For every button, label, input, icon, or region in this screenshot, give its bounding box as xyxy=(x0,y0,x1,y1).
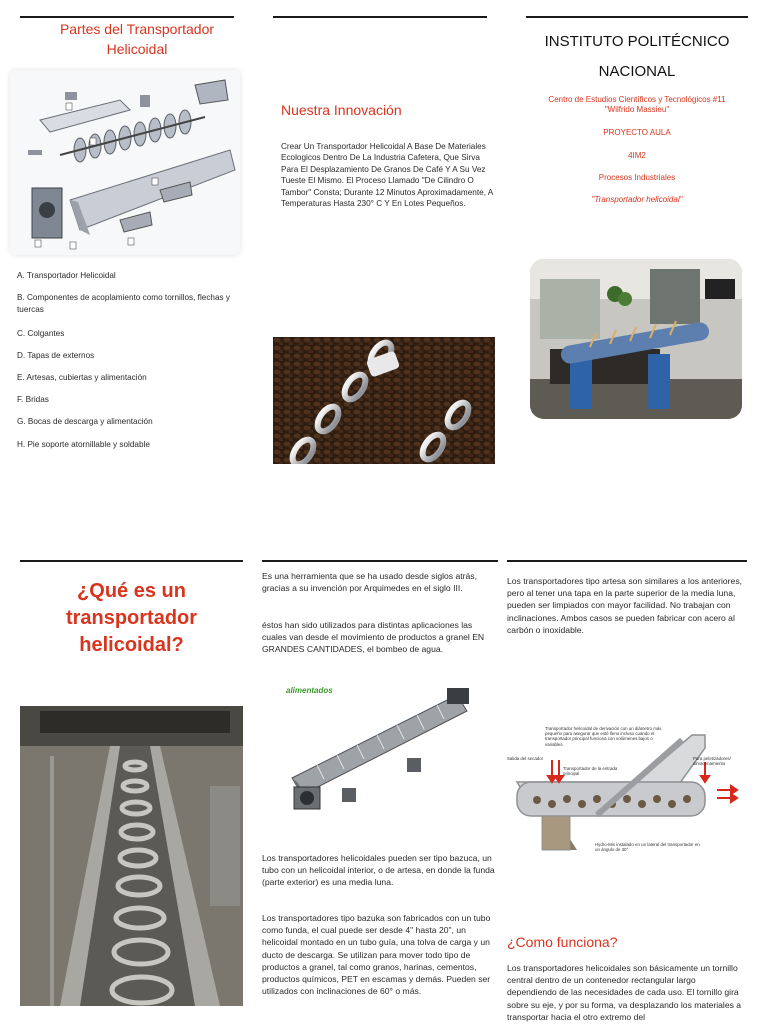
panel5-paragraph-3: Los transportadores helicoidales pueden ser tipo bazuca, un tubo con un helicoidal interior, o de artesa, en donde la funda (parte exterior) es una media luna. xyxy=(262,853,495,888)
parts-list-item-a: A. Transportador Helicoidal xyxy=(17,271,116,280)
how-it-works-title: ¿Como funciona? xyxy=(507,934,618,950)
panel5-paragraph-2: éstos han sido utilizados para distintas aplicaciones las cuales van desde el movimiento de productos a granel EN GRANDES CANTIDADES, el bombeo de agua. xyxy=(262,620,485,655)
diagram-label-right: Para peletizadores/ almacenamiento xyxy=(693,756,731,767)
panel6-paragraph-2: Los transportadores helicoidales son básicamente un tornillo central dentro de un contenedor rectangular largo dependiendo de las necesidades de cada uso. El tornillo gira sobre su eje, y por su forma, va desplazando los materiales a transportar hacia el otro extremo del xyxy=(507,963,742,1022)
panel5-top-rule xyxy=(262,560,498,562)
trough-photo-caption: alimentados xyxy=(286,686,333,695)
what-is-title-line3: helicoidal? xyxy=(79,634,184,656)
panel5-paragraph-4: Los transportadores tipo bazuka son fabricados con un tubo como funda, el cual puede ser desde 4" hasta 20", un helicoidal montado en un tubo guía, una tolva de carga y un ducto de descarga. Se utilizan para mover todo tipo de productos a granel, tal como granos, harinas, cementos, productos químicos, PET en escamas y demás. Pueden ser utilizados con inclinaciones de 60° o más. xyxy=(262,913,491,997)
diagram-note-top: Transportador helicoidal de derivación con un diámetro más pequeño para asegurar que esté lleno incluso cuando el transportador principal funciona con volúmenes bajos o variables. xyxy=(545,726,662,747)
diagram-label-left: Salida del secador xyxy=(507,756,544,761)
panel5-paragraph-1: Es una herramienta que se ha usado desde siglos atrás, gracias a su invención por Arquimedes en el siglo III. xyxy=(262,571,477,594)
exploded-diagram-image xyxy=(10,70,240,255)
parts-list-item-b: B. Componentes de acoplamiento como tornillos, flechas y tuercas xyxy=(17,293,230,314)
what-is-title-line2: transportador xyxy=(65,607,198,629)
panel4-top-rule xyxy=(20,560,243,562)
parts-list-item-c: C. Colgantes xyxy=(17,329,65,338)
panel6-paragraph-1: Los transportadores tipo artesa son similares a los anteriores, pero al tener una tapa en la parte superior de la media luna, pueden ser limpiados con mayor facilidad. No trabajan con inclinaciones. Ambos casos se pueden fabricar con acero al carbón o inoxidable. xyxy=(507,576,743,635)
group-label: 4IM2 xyxy=(628,151,646,160)
panel2-top-rule xyxy=(273,16,487,18)
panel6-top-rule xyxy=(507,560,747,562)
parts-list-item-h: H. Pie soporte atornillable y soldable xyxy=(17,440,150,449)
diagram-label-main: Transportador de la entrada principal xyxy=(563,766,618,777)
diagram-label-bottom: Hydro-Mix instalado en un lateral del transportador en un ángulo de 30° xyxy=(595,842,700,853)
panel1-title: Partes del Transportador Helicoidal xyxy=(59,21,215,57)
bypass-conveyor-diagram xyxy=(507,720,747,868)
parts-list-item-e: E. Artesas, cubiertas y alimentación xyxy=(17,373,147,382)
long-screw-conveyor-photo xyxy=(20,706,243,1006)
coffee-chain-conveyor-photo xyxy=(273,337,495,464)
parts-list-item-g: G. Bocas de descarga y alimentación xyxy=(17,417,153,426)
topic-label: "Transportador helicoidal" xyxy=(591,195,683,204)
school-center-line1: Centro de Estudios Científicos y Tecnológicos #11 xyxy=(548,95,726,104)
panel2-title: Nuestra Innovación xyxy=(281,102,402,118)
what-is-title-line1: ¿Qué es un xyxy=(77,580,186,602)
project-label: PROYECTO AULA xyxy=(603,128,671,137)
panel2-body: Crear Un Transportador Helicoidal A Base De Materiales Ecologicos Dentro De La Industria Cafetera, Que Sirva Para El Desplazamiento De Granos De Café Y A Su Vez Tueste El Mismo. El Proceso Llamado "De Cilindro O Tambor" Consta; Durante 12 Minutos Aproximadamente, A Temperaturas Hasta 230° C Y En Lotes Pequeños. xyxy=(281,142,493,209)
school-center-line2: "Wilfrido Massieu" xyxy=(604,105,670,114)
subject-label: Procesos Industriales xyxy=(598,173,676,182)
classroom-conveyor-photo xyxy=(530,259,742,419)
parts-list-item-f: F. Bridas xyxy=(17,395,49,404)
institute-name-line1: INSTITUTO POLITÉCNICO xyxy=(544,33,730,50)
panel1-top-rule xyxy=(20,16,234,18)
panel3-top-rule xyxy=(526,16,748,18)
institute-name-line2: NACIONAL xyxy=(598,63,676,80)
parts-list-item-d: D. Tapas de externos xyxy=(17,351,95,360)
trough-conveyor-photo xyxy=(272,683,476,818)
